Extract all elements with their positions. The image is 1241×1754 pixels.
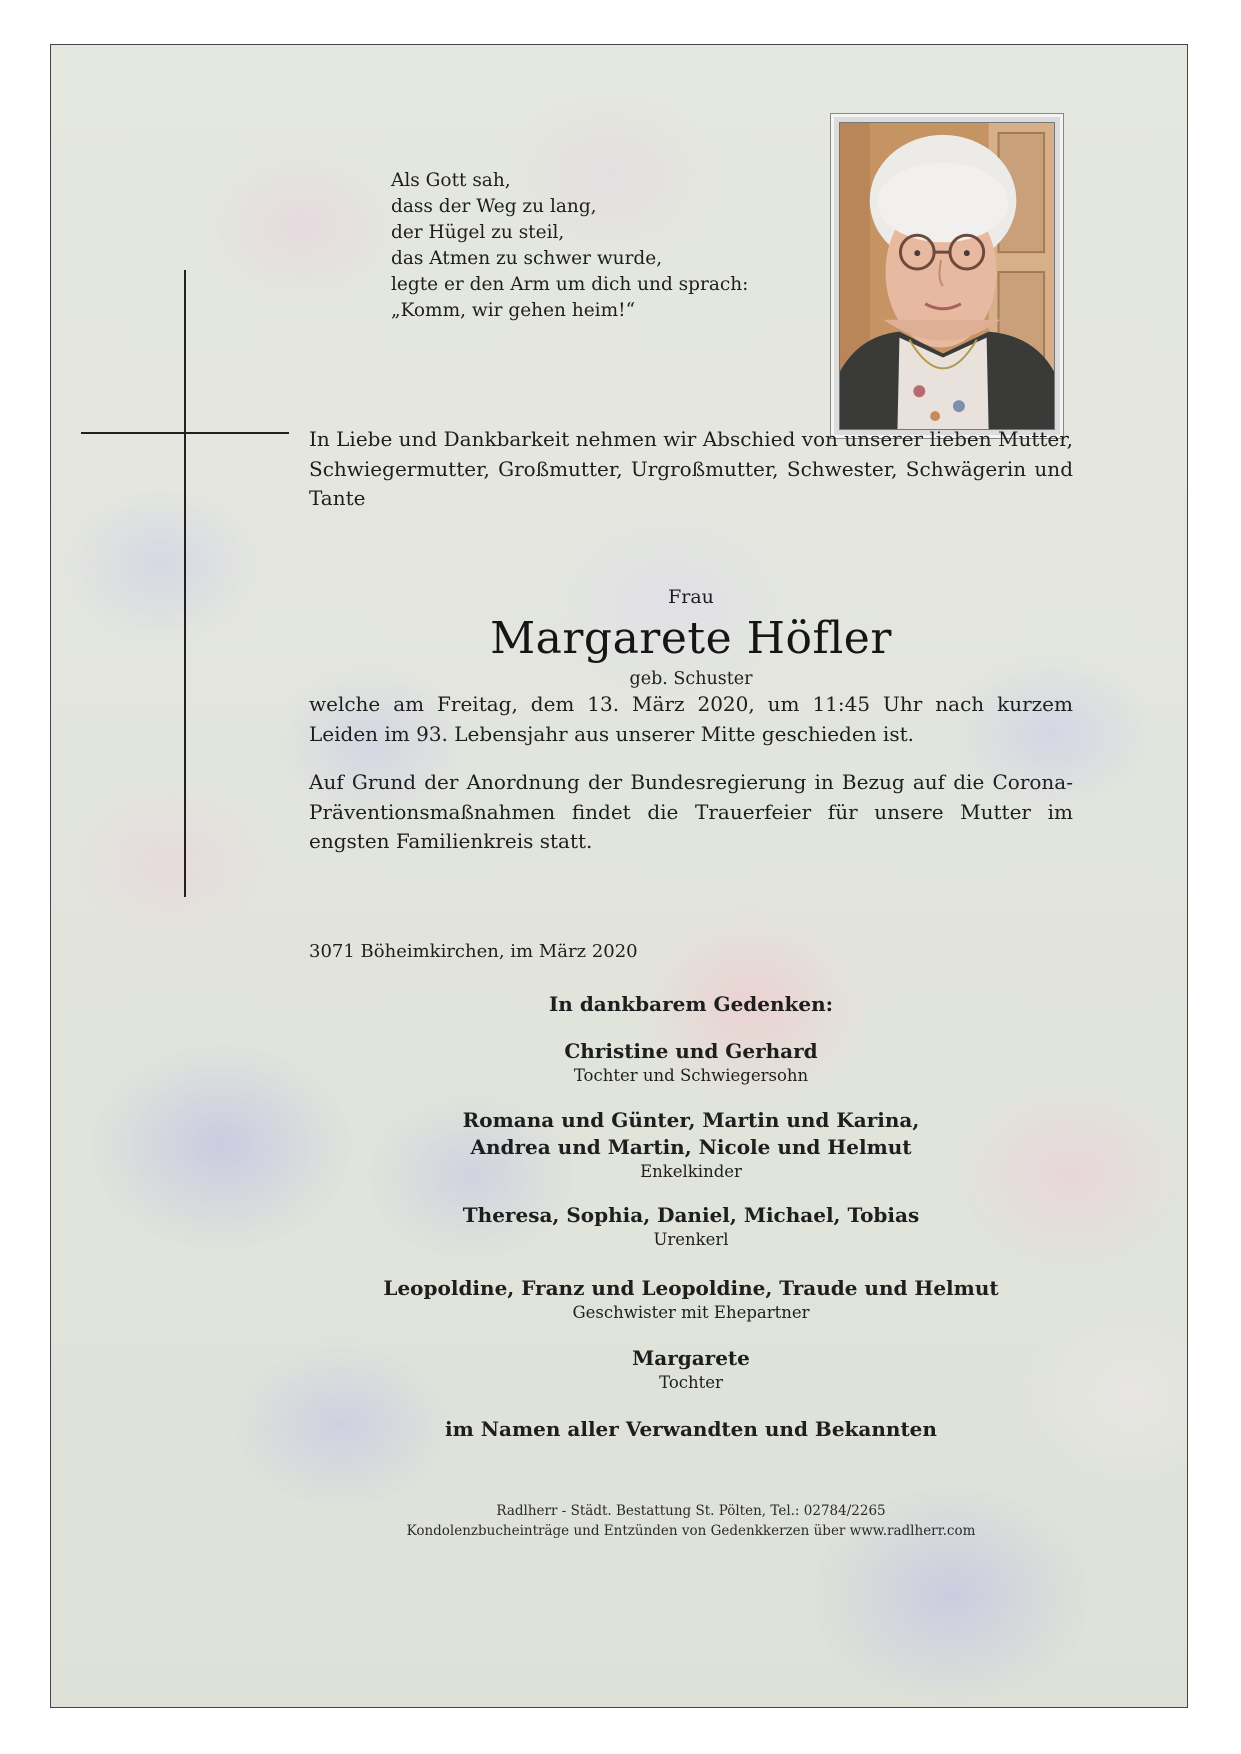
place-date: 3071 Böheimkirchen, im März 2020 bbox=[309, 941, 638, 962]
mourner-names: Andrea und Martin, Nicole und Helmut bbox=[470, 1135, 912, 1159]
portrait-image bbox=[839, 122, 1055, 430]
verse-line: „Komm, wir gehen heim!“ bbox=[391, 300, 636, 321]
obituary-card bbox=[50, 44, 1188, 1708]
ceremony-notice: Auf Grund der Anordnung der Bundesregierung in Bezug auf die Corona-Präventionsmaßnahmen findet die Trauerfeier für unsere Mutter im engsten Familienkreis statt. bbox=[309, 770, 1073, 853]
mourner-group bbox=[309, 1275, 1073, 1324]
memorial-verse bbox=[391, 168, 751, 324]
deceased-name: Margarete Höfler bbox=[490, 613, 892, 664]
portrait-photo bbox=[830, 113, 1064, 439]
mourner-relation: Urenkerl bbox=[653, 1230, 729, 1249]
mourner-names: Margarete bbox=[632, 1346, 750, 1370]
mourner-relation: Enkelkinder bbox=[640, 1162, 742, 1181]
death-notice: welche am Freitag, dem 13. März 2020, um 11:45 Uhr nach kurzem Leiden im 93. Lebensjahr aus unserer Mitte geschieden ist. bbox=[309, 692, 1073, 746]
mourner-names: Romana und Günter, Martin und Karina, bbox=[462, 1108, 920, 1132]
verse-line: das Atmen zu schwer wurde, bbox=[391, 248, 663, 269]
verse-line: Als Gott sah, bbox=[391, 170, 511, 191]
footer-condolence: Kondolenzbucheinträge und Entzünden von Gedenkkerzen über www.radlherr.com bbox=[406, 1523, 976, 1539]
mourner-names: Christine und Gerhard bbox=[564, 1039, 818, 1063]
mourner-relation: Tochter und Schwiegersohn bbox=[573, 1066, 809, 1085]
mourner-group bbox=[309, 1202, 1073, 1251]
mourner-group bbox=[309, 1038, 1073, 1087]
mourner-names: Theresa, Sophia, Daniel, Michael, Tobias bbox=[462, 1203, 920, 1227]
mourner-relation: Tochter bbox=[659, 1373, 723, 1392]
funeral-home-footer bbox=[309, 1501, 1073, 1541]
intro-text: In Liebe und Dankbarkeit nehmen wir Abschied von unserer lieben Mutter, Schwiegermutter, Großmutter, Urgroßmutter, Schwester, Schwägerin und Tante bbox=[309, 427, 1073, 510]
mourner-group bbox=[309, 1345, 1073, 1394]
maiden-name: geb. Schuster bbox=[629, 669, 753, 689]
mourners-closing: im Namen aller Verwandten und Bekannten bbox=[445, 1417, 937, 1441]
salutation: Frau bbox=[668, 586, 714, 608]
mourner-group bbox=[309, 1107, 1073, 1183]
footer-contact: Radlherr - Städt. Bestattung St. Pölten, Tel.: 02784/2265 bbox=[496, 1503, 886, 1519]
verse-line: der Hügel zu steil, bbox=[391, 222, 565, 243]
verse-line: dass der Weg zu lang, bbox=[391, 196, 597, 217]
mourner-names: Leopoldine, Franz und Leopoldine, Traude und Helmut bbox=[383, 1276, 999, 1300]
verse-line: legte er den Arm um dich und sprach: bbox=[391, 274, 749, 295]
cross-symbol-vertical bbox=[184, 270, 186, 897]
cross-symbol-horizontal bbox=[81, 432, 289, 434]
mourners-heading: In dankbarem Gedenken: bbox=[548, 992, 834, 1016]
mourner-relation: Geschwister mit Ehepartner bbox=[572, 1303, 810, 1322]
